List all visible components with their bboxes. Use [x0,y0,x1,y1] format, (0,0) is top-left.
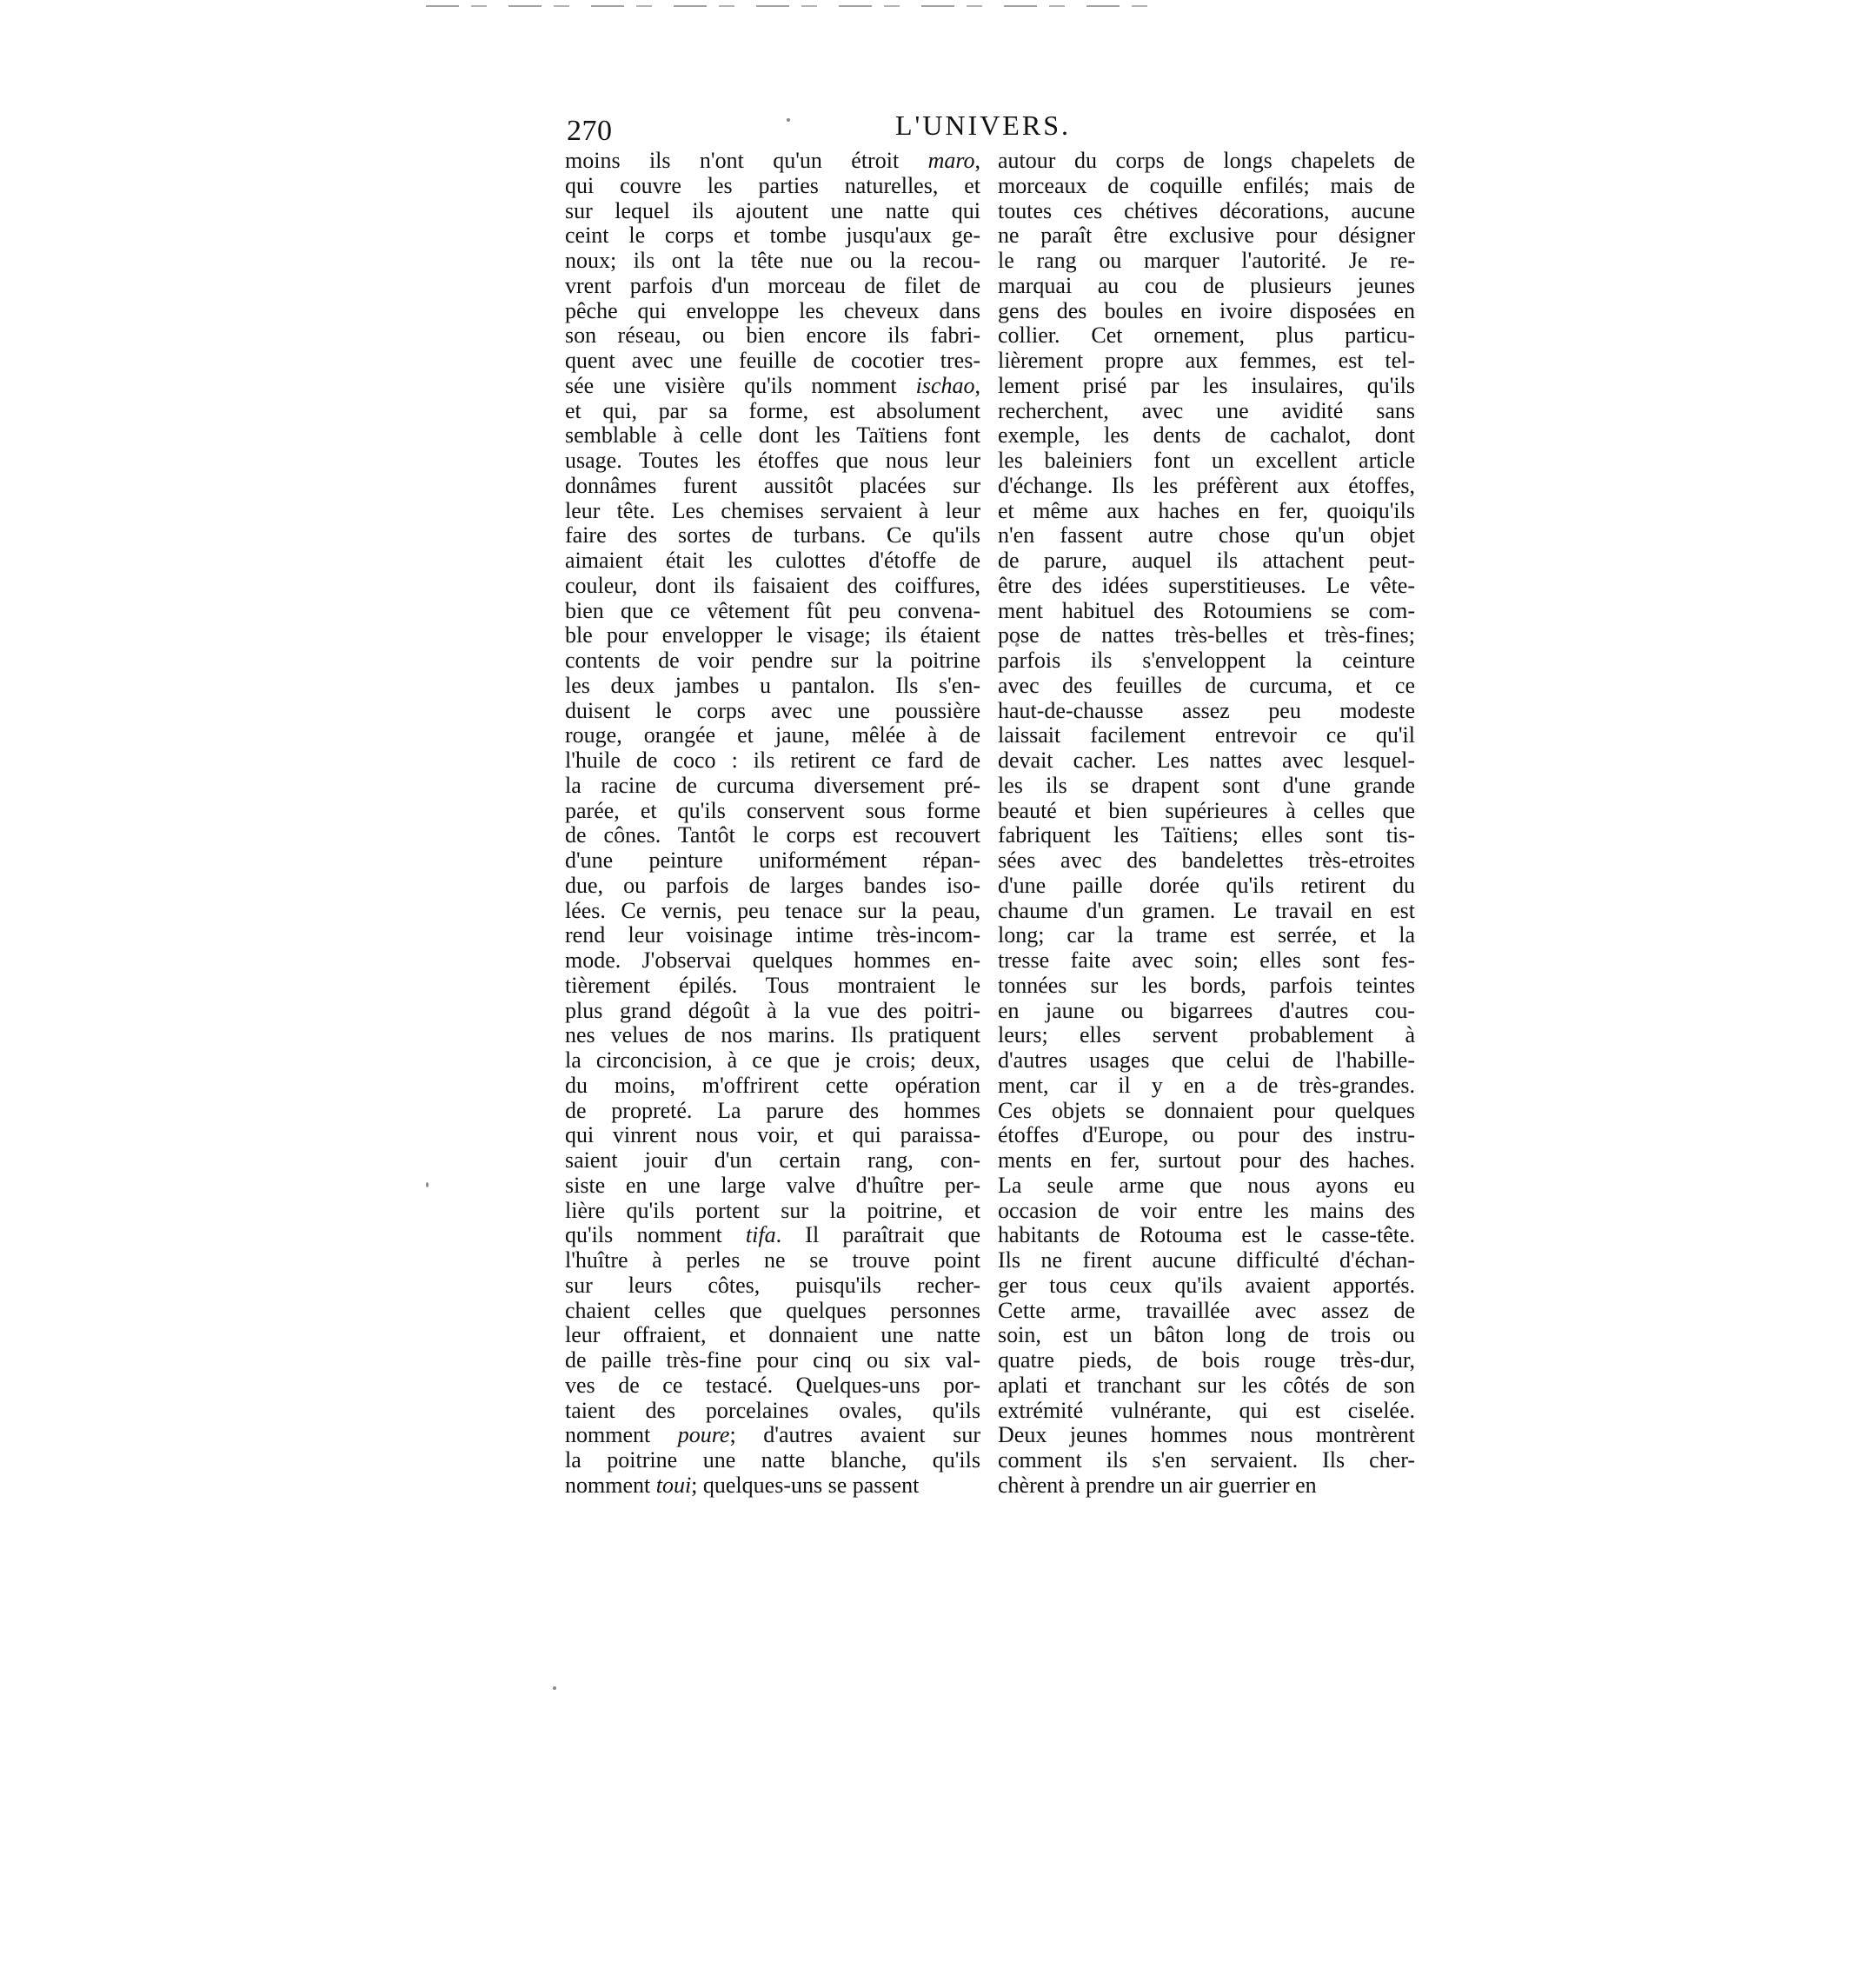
text-line: rouge, orangée et jaune, mêlée à de [565,722,980,748]
text-line: Ces objets se donnaient pour quelques [998,1097,1415,1123]
text-line: leurs; elles servent probablement à [998,1022,1415,1048]
text-line: Deux jeunes hommes nous montrèrent [998,1422,1415,1448]
text-line: collier. Cet ornement, plus particu- [998,322,1415,349]
text-line: siste en une large valve d'huître per- [565,1172,980,1198]
text-line: ment, car il y en a de très-grandes. [998,1072,1415,1098]
text-line: chaume d'un gramen. Le travail en est [998,897,1415,923]
text-line: ble pour envelopper le visage; ils étaient [565,622,980,648]
text-line: marquai au cou de plusieurs jeunes [998,272,1415,298]
text-line: et même aux haches en fer, quoiqu'ils [998,497,1415,523]
text-line: de propreté. La parure des hommes [565,1097,980,1123]
text-line: moins ils n'ont qu'un étroit maro, [565,148,980,173]
text-line: mode. J'observai quelques hommes en- [565,947,980,973]
text-line: pose de nattes très-belles et très-fines; [998,622,1415,648]
text-line: les ils se drapent sont d'une grande [998,772,1415,798]
text-line: quatre pieds, de bois rouge très-dur, [998,1347,1415,1373]
text-line: qui couvre les parties naturelles, et [565,172,980,198]
text-line: la circoncision, à ce que je crois; deux, [565,1047,980,1073]
text-line: laissait facilement entrevoir ce qu'il [998,722,1415,748]
text-line: nomment poure; d'autres avaient sur [565,1422,980,1448]
text-line: occasion de voir entre les mains des [998,1197,1415,1223]
text-line: semblable à celle dont les Taïtiens font [565,422,980,449]
text-line: due, ou parfois de larges bandes iso- [565,872,980,898]
text-line: plus grand dégoût à la vue des poitri- [565,997,980,1023]
text-line: exemple, les dents de cachalot, dont [998,422,1415,449]
text-line: nomment toui; quelques-uns se passent [565,1472,920,1498]
text-line: ger tous ceux qu'ils avaient apportés. [998,1272,1415,1298]
text-line: gens des boules en ivoire disposées en [998,297,1415,323]
top-edge-rule [426,5,1165,7]
text-line: bien que ce vêtement fût peu convena- [565,597,980,623]
text-line: sur leurs côtes, puisqu'ils recher- [565,1272,980,1298]
text-line: ceint le corps et tombe jusqu'aux ge- [565,223,980,249]
text-line: Cette arme, travaillée avec assez de [998,1297,1415,1323]
text-line: pêche qui enveloppe les cheveux dans [565,297,980,323]
text-line: La seule arme que nous ayons eu [998,1172,1415,1198]
text-line: son réseau, ou bien encore ils fabri- [565,322,980,349]
text-line: soin, est un bâton long de trois ou [998,1322,1415,1348]
text-line: couleur, dont ils faisaient des coiffures, [565,572,980,598]
text-line: faire des sortes de turbans. Ce qu'ils [565,522,980,549]
running-head: L'UNIVERS. [895,110,1071,141]
text-line: lées. Ce vernis, peu tenace sur la peau, [565,897,980,923]
text-line: sées avec des bandelettes très-etroites [998,848,1415,873]
print-speck [787,118,790,122]
text-line: n'en fassent autre chose qu'un objet [998,522,1415,549]
text-line: autour du corps de longs chapelets de [998,148,1415,173]
text-line: d'une paille dorée qu'ils retirent du [998,872,1415,898]
text-line: et qui, par sa forme, est absolument [565,397,980,423]
text-line: duisent le corps avec une poussière [565,697,980,723]
text-line: nes velues de nos marins. Ils pratiquent [565,1022,980,1048]
text-line: taient des porcelaines ovales, qu'ils [565,1397,980,1423]
text-line: d'échange. Ils les préfèrent aux étoffes, [998,472,1415,498]
text-line: vrent parfois d'un morceau de filet de [565,272,980,298]
text-line: de cônes. Tantôt le corps est recouvert [565,822,980,848]
text-line: le rang ou marquer l'autorité. Je re- [998,248,1415,273]
text-line: chèrent à prendre un air guerrier en [998,1472,1317,1498]
text-line: lièrement propre aux femmes, est tel- [998,348,1415,373]
text-line: étoffes d'Europe, ou pour des instru- [998,1122,1415,1148]
text-line: rend leur voisinage intime très-incom- [565,922,980,948]
text-line: saient jouir d'un certain rang, con- [565,1147,980,1173]
text-line: sée une visière qu'ils nomment ischao, [565,372,980,398]
text-line: ne paraît être exclusive pour désigner [998,223,1415,249]
text-line: habitants de Rotouma est le casse-tête. [998,1222,1415,1248]
text-line: chaient celles que quelques personnes [565,1297,980,1323]
text-line: les baleiniers font un excellent article [998,448,1415,473]
text-line: qu'ils nomment tifa. Il paraîtrait que [565,1222,980,1248]
text-line: comment ils s'en servaient. Ils cher- [998,1447,1415,1473]
text-line: l'huître à perles ne se trouve point [565,1247,980,1273]
print-speck [426,1182,429,1187]
text-line: tièrement épilés. Tous montraient le [565,972,980,998]
text-line: donnâmes furent aussitôt placées sur [565,472,980,498]
text-line: lière qu'ils portent sur la poitrine, et [565,1197,980,1223]
text-line: devait cacher. Les nattes avec lesquel- [998,748,1415,773]
text-line: être des idées superstitieuses. Le vête- [998,572,1415,598]
text-line: tonnées sur les bords, parfois teintes [998,972,1415,998]
text-line: ves de ce testacé. Quelques-uns por- [565,1372,980,1398]
text-line: du moins, m'offrirent cette opération [565,1072,980,1098]
text-line: l'huile de coco : ils retirent ce fard de [565,748,980,773]
text-line: tresse faite avec soin; elles sont fes- [998,947,1415,973]
text-line: beauté et bien supérieures à celles que [998,797,1415,823]
text-line: avec des feuilles de curcuma, et ce [998,672,1415,698]
text-line: en jaune ou bigarrees d'autres cou- [998,997,1415,1023]
text-line: ment habituel des Rotoumiens se com- [998,597,1415,623]
text-line: recherchent, avec une avidité sans [998,397,1415,423]
text-line: parfois ils s'enveloppent la ceinture [998,648,1415,673]
text-line: quent avec une feuille de cocotier tres- [565,348,980,373]
right-text-column [998,149,1415,1499]
text-line: Ils ne firent aucune difficulté d'échan- [998,1247,1415,1273]
text-line: usage. Toutes les étoffes que nous leur [565,448,980,473]
text-line: extrémité vulnérante, qui est ciselée. [998,1397,1415,1423]
text-line: noux; ils ont la tête nue ou la recou- [565,248,980,273]
text-line: leur offraient, et donnaient une natte [565,1322,980,1348]
print-speck [553,1686,556,1690]
text-line: haut-de-chausse assez peu modeste [998,697,1415,723]
left-text-column [565,149,980,1499]
text-line: qui vinrent nous voir, et qui paraissa- [565,1122,980,1148]
text-line: sur lequel ils ajoutent une natte qui [565,197,980,223]
text-line: la racine de curcuma diversement pré- [565,772,980,798]
text-line: d'une peinture uniformément répan- [565,848,980,873]
text-line: aplati et tranchant sur les côtés de son [998,1372,1415,1398]
text-line: de paille très-fine pour cinq ou six val- [565,1347,980,1373]
text-line: leur tête. Les chemises servaient à leur [565,497,980,523]
page-number: 270 [567,115,613,147]
text-line: les deux jambes u pantalon. Ils s'en- [565,672,980,698]
text-line: long; car la trame est serrée, et la [998,922,1415,948]
text-line: d'autres usages que celui de l'habille- [998,1047,1415,1073]
text-line: parée, et qu'ils conservent sous forme [565,797,980,823]
text-line: la poitrine une natte blanche, qu'ils [565,1447,980,1473]
text-line: de parure, auquel ils attachent peut- [998,548,1415,573]
text-line: fabriquent les Taïtiens; elles sont tis- [998,822,1415,848]
text-line: aimaient était les culottes d'étoffe de [565,548,980,573]
text-line: ments en fer, surtout pour des haches. [998,1147,1415,1173]
text-line: toutes ces chétives décorations, aucune [998,197,1415,223]
text-line: morceaux de coquille enfilés; mais de [998,172,1415,198]
text-line: contents de voir pendre sur la poitrine [565,648,980,673]
text-line: lement prisé par les insulaires, qu'ils [998,372,1415,398]
